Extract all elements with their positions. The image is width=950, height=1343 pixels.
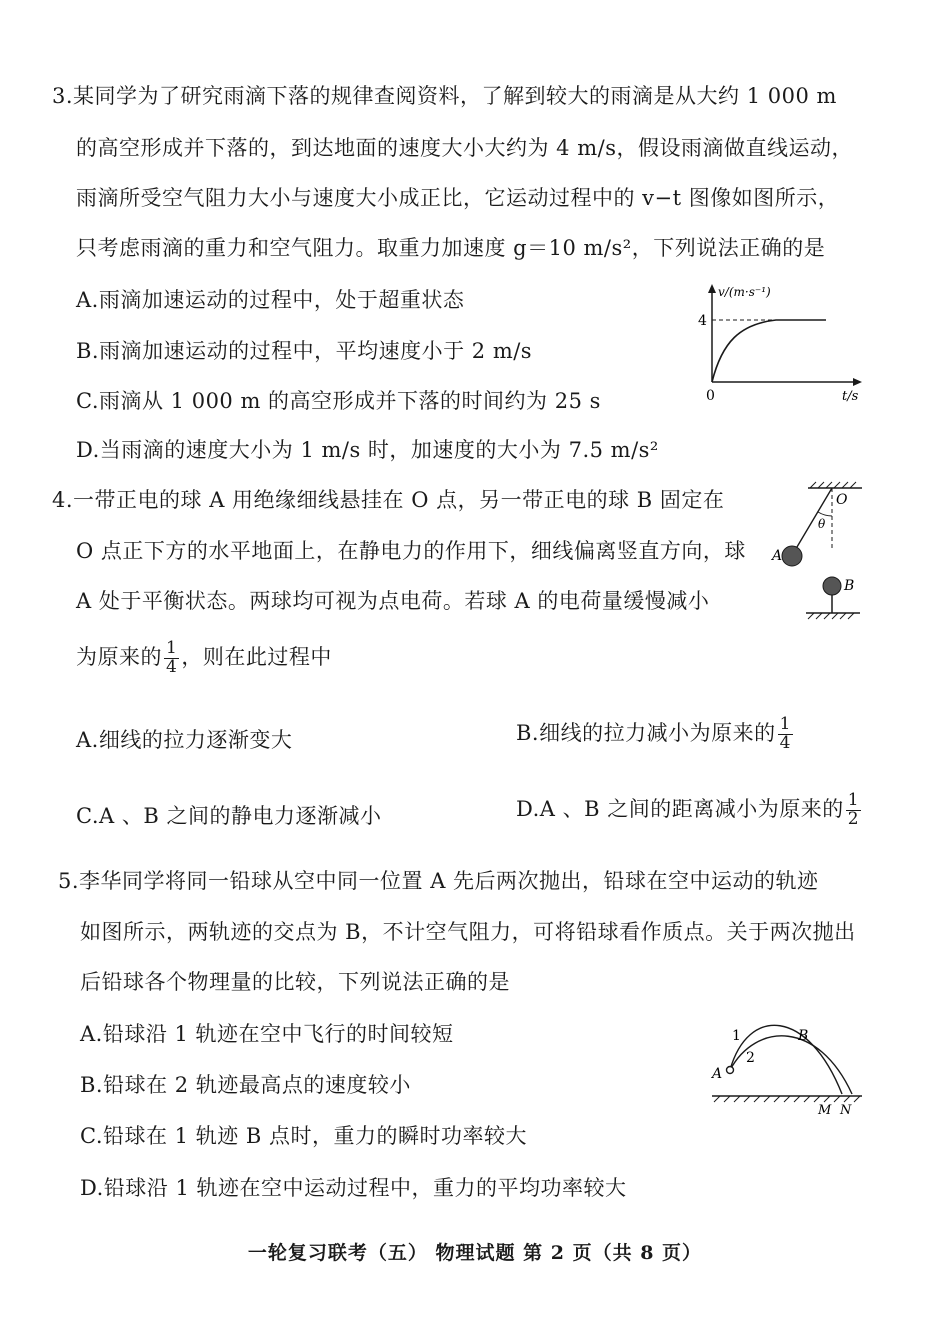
q3-stem-line-4: 只考虑雨滴的重力和空气阻力。取重力加速度 g＝10 m/s²，下列说法正确的是: [76, 236, 826, 260]
q4-option-b-text: B.细线的拉力减小为原来的: [516, 720, 776, 745]
q5-label-trajectory-1: 1: [732, 1028, 741, 1044]
q3-stem-line-3: 雨滴所受空气阻力大小与速度大小成正比，它运动过程中的 v−t 图像如图所示，: [76, 186, 840, 210]
q3-vt-graph: [690, 280, 870, 414]
q4-stem-line-4: [76, 640, 332, 677]
q4-label-A: A: [772, 548, 783, 564]
q5-option-b: B.铅球在 2 轨迹最高点的速度较小: [80, 1073, 411, 1097]
q4-stem-line-3: A 处于平衡状态。两球均可视为点电荷。若球 A 的电荷量缓慢减小: [76, 589, 710, 613]
q5-label-A: A: [712, 1066, 723, 1082]
q3-graph-ylabel: v/(m·s⁻¹): [718, 285, 771, 299]
q3-stem-line-1: 3.某同学为了研究雨滴下落的规律查阅资料，了解到较大的雨滴是从大约 1 000 m: [52, 84, 837, 108]
page-footer: 一轮复习联考（五） 物理试题 第 2 页（共 8 页）: [247, 1242, 703, 1264]
q4-stem-line-1: 4.一带正电的球 A 用绝缘细线悬挂在 O 点，另一带正电的球 B 固定在: [52, 488, 725, 512]
q5-stem-line-1: 5.李华同学将同一铅球从空中同一位置 A 先后两次抛出，铅球在空中运动的轨迹: [58, 869, 819, 893]
q4-stem-text-pre: 为原来的: [76, 644, 162, 669]
fraction-one-quarter: $\frac{1}{4}$: [166, 638, 178, 677]
q5-stem-line-2: 如图所示，两轨迹的交点为 B，不计空气阻力，可将铅球看作质点。关于两次抛出: [80, 920, 856, 944]
q3-option-c: C.雨滴从 1 000 m 的高空形成并下落的时间约为 25 s: [76, 389, 601, 413]
q5-stem-line-3: 后铅球各个物理量的比较，下列说法正确的是: [80, 970, 510, 994]
q3-graph-xlabel: t/s: [842, 389, 859, 404]
q5-option-d: D.铅球沿 1 轨迹在空中运动过程中，重力的平均功率较大: [80, 1176, 627, 1200]
q4-label-theta: θ: [818, 517, 826, 531]
q5-label-B: B: [798, 1028, 809, 1044]
q5-option-c: C.铅球在 1 轨迹 B 点时，重力的瞬时功率较大: [80, 1124, 527, 1148]
q4-option-d-text: D.A 、B 之间的距离减小为原来的: [516, 796, 844, 821]
q5-option-a: A.铅球沿 1 轨迹在空中飞行的时间较短: [80, 1022, 454, 1046]
q4-option-c: C.A 、B 之间的静电力逐渐减小: [76, 804, 382, 828]
q5-trajectory-figure: [700, 1010, 870, 1124]
q4-stem-text-post: ，则在此过程中: [181, 644, 332, 669]
q3-stem-line-2: 的高空形成并下落的，到达地面的速度大小大约为 4 m/s，假设雨滴做直线运动，: [76, 136, 853, 160]
q4-label-B: B: [844, 578, 855, 594]
q4-option-b: [516, 716, 795, 753]
q4-pendulum-figure: [766, 478, 866, 632]
q4-stem-line-2: O 点正下方的水平地面上，在静电力的作用下，细线偏离竖直方向，球: [76, 539, 746, 563]
q3-option-b: B.雨滴加速运动的过程中，平均速度小于 2 m/s: [76, 339, 533, 363]
q5-label-N: N: [840, 1103, 852, 1118]
fraction-one-half: $\frac{1}{2}$: [847, 790, 860, 829]
q5-label-trajectory-2: 2: [746, 1050, 755, 1066]
q4-label-O: O: [836, 492, 848, 508]
q3-option-a: A.雨滴加速运动的过程中，处于超重状态: [76, 288, 465, 312]
q4-option-a: A.细线的拉力逐渐变大: [76, 728, 293, 752]
q4-option-d: [516, 792, 863, 829]
q3-graph-ytick-4: 4: [698, 313, 707, 329]
q3-graph-origin: 0: [706, 388, 715, 404]
q5-label-M: M: [818, 1103, 832, 1118]
q3-option-d: D.当雨滴的速度大小为 1 m/s 时，加速度的大小为 7.5 m/s²: [76, 438, 659, 462]
fraction-one-quarter: $\frac{1}{4}$: [779, 714, 791, 753]
